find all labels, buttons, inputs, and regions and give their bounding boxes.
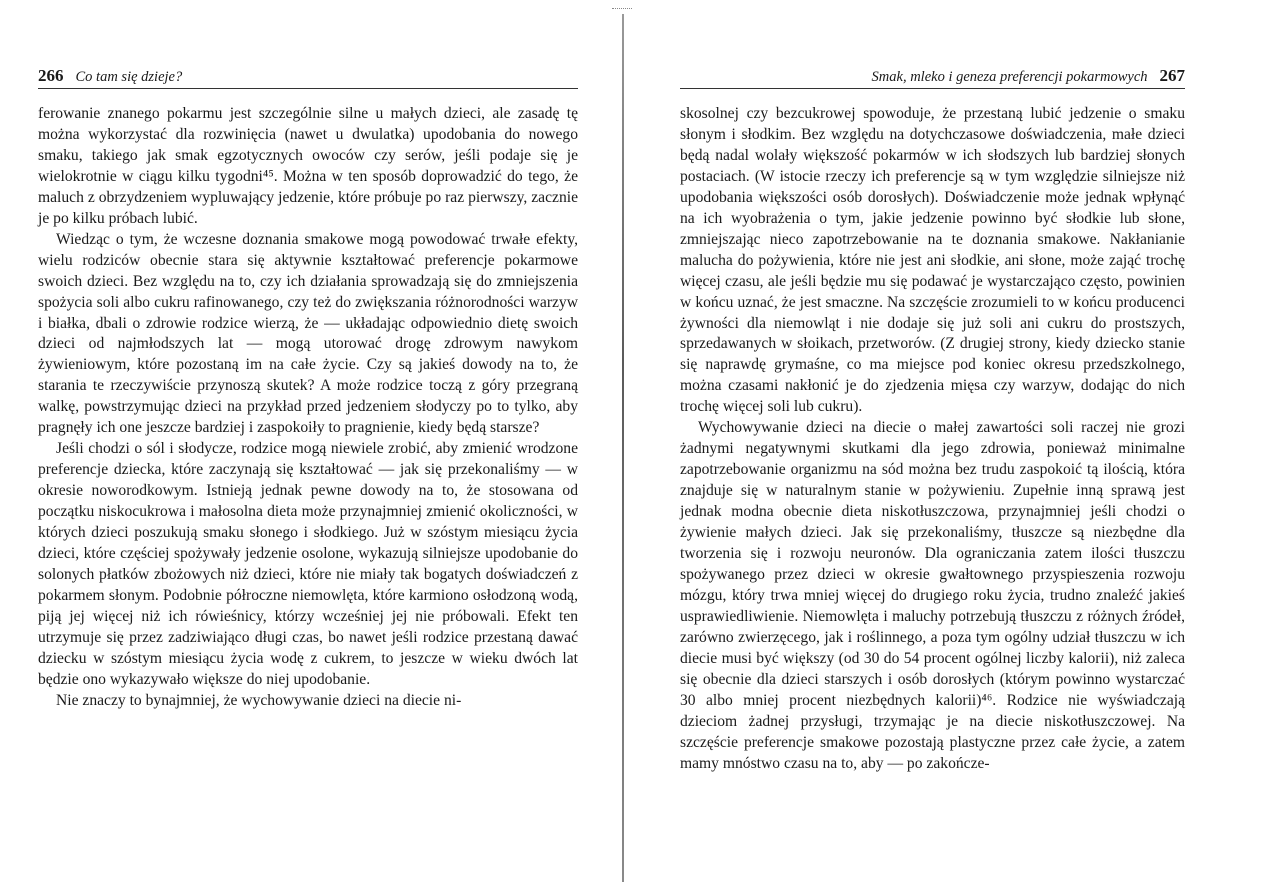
left-page-body: [38, 104, 578, 712]
paragraph: skosolnej czy bezcukrowej spowoduje, że przestaną lubić jedzenie o smaku słonym i słodkim. Bez względu na dotychczasowe doświadczenia, małe dzieci będą nadal wolały większość pokarmów w ich słodszych lub bardziej słonych postaciach. (W istocie rzeczy ich preferencje są w tym względzie silniejsze niż upodobania większości osób dorosłych). Doświadczenie może jednak wpłynąć na ich wyobrażenia o tym, jakie jedzenie powinno być słodkie lub słone, zmniejszając nieco zapotrzebowanie na te doznania smakowe. Nakłanianie malucha do pożywienia, które nie jest ani słodkie, ani słone, może zająć trochę więcej czasu, ale jeśli będzie mu się podawać je wystarczająco często, powinien w końcu uznać, że jest smaczne. Na szczęście zrozumieli to w końcu producenci żywności dla niemowląt i nie dodaje się już soli ani cukru do prostszych, sprzedawanych w słoikach, przetworów. (Z drugiej strony, kiedy dziecko stanie się naprawdę grymaśne, co ma miejsce pod koniec okresu przedszkolnego, można czasami nakłonić je do zjedzenia mięsa czy warzyw, dodając do nich trochę więcej soli lub cukru).: [680, 105, 1185, 416]
left-page: [38, 66, 578, 712]
book-spine: [622, 14, 624, 882]
right-page-number: 267: [1159, 66, 1185, 85]
left-page-header: [38, 66, 578, 89]
paragraph: Wychowywanie dzieci na diecie o małej zawartości soli raczej nie grozi żadnymi negatywnymi skutkami dla jego zdrowia, ponieważ minimalne zapotrzebowanie organizmu na sód można bez trudu zaspokoić tą ilością, która znajduje się w naturalnym stanie w pożywieniu. Zupełnie inną sprawą jest jednak modna obecnie dieta niskotłuszczowa, przynajmniej jeśli chodzi o żywienie małych dzieci. Jak się przekonaliśmy, tłuszcze są niezbędne dla tworzenia się i rozwoju neuronów. Dla ograniczania zatem ilości tłuszczu spożywanego przez dzieci w okresie gwałtownego przyspieszenia rozwoju mózgu, który trwa mniej więcej do drugiego roku życia, trudno znaleźć jakieś usprawiedliwienie. Niemowlęta i maluchy potrzebują tłuszczu z różnych źródeł, zarówno zwierzęcego, jak i roślinnego, a poza tym ogólny udział tłuszczu w ich diecie musi być większy (od 30 do 54 procent ogólnej liczby kalorii), niż zaleca się obecnie dla dzieci starszych i osób dorosłych (którym powinno wystarczać 30 albo mniej procent niezbędnych kalorii)⁴⁶. Rodzice nie wyświadczają dzieciom żadnej przysługi, trzymając je na diecie niskotłuszczowej. Na szczęście preferencje smakowe pozostają plastyczne przez całe życie, a zatem mamy mnóstwo czasu na to, aby — po zakończe-: [680, 419, 1185, 772]
paragraph: Jeśli chodzi o sól i słodycze, rodzice mogą niewiele zrobić, aby zmienić wrodzone preferencje dziecka, które zaczynają się kształtować — jak się przekonaliśmy — w okresie noworodkowym. Istnieją jednak pewne dowody na to, że stosowana od początku niskocukrowa i małosolna dieta może przynajmniej zmienić okoliczności, w których dzieci poszukują smaku słonego i słodkiego. Już w szóstym miesiącu życia dzieci, które częściej spożywały jedzenie osolone, wykazują silniejsze upodobanie do solonych płatków zbożowych niż dzieci, które nie miały tak bogatych doświadczeń z pokarmem słonym. Podobnie półroczne niemowlęta, które karmiono osłodzoną wodą, piją jej więcej niż ich rówieśnicy, którzy wcześniej jej nie próbowali. Efekt ten utrzymuje się przez zadziwiająco długi czas, bo nawet jeśli rodzice przestaną dawać dziecku w szóstym miesiącu życia wodę z cukrem, to jeszcze w wieku dwóch lat będzie ono wykazywało większe do niej upodobanie.: [38, 440, 578, 688]
paragraph: ferowanie znanego pokarmu jest szczególnie silne u małych dzieci, ale zasadę tę można wykorzystać dla rozwinięcia (nawet u dwulatka) upodobania do nowego smaku, takiego jak smak egzotycznych owoców czy serów, jeśli podaje się je wielokrotnie w ciągu kilku tygodni⁴⁵. Można w ten sposób doprowadzić do tego, że maluch z obrzydzeniem wypluwający jedzenie, które próbuje po raz pierwszy, zacznie je po kilku próbach lubić.: [38, 105, 578, 227]
left-page-number: 266: [38, 66, 64, 85]
left-running-title: Co tam się dzieje?: [75, 69, 183, 85]
right-page-header: [680, 66, 1185, 89]
right-running-title: Smak, mleko i geneza preferencji pokarmowych: [871, 69, 1148, 85]
paragraph: Nie znaczy to bynajmniej, że wychowywanie dzieci na diecie ni-: [56, 691, 462, 709]
right-page: [680, 66, 1185, 775]
right-page-body: [680, 104, 1185, 775]
paragraph: Wiedząc o tym, że wczesne doznania smakowe mogą powodować trwałe efekty, wielu rodziców obecnie stara się aktywnie kształtować preferencje pokarmowe swoich dzieci. Bez względu na to, czy ich działania sprowadzają się do zmniejszenia spożycia soli albo cukru rafinowanego, czy też do zwiększania różnorodności warzyw i białka, dbali o zdrowie rodzice wierzą, że — układając odpowiednio dietę swoich dzieci od najmłodszych lat — mogą utorować drogę zdrowym nawykom żywieniowym, które pozostaną im na całe życie. Czy są jakieś dowody na to, że starania te rzeczywiście przynoszą skutek? A może rodzice toczą z góry przegraną walkę, powstrzymując dzieci na przykład przed jedzeniem słodyczy po to tylko, aby pragnęły ich one jeszcze bardziej i zaspokoiły to pragnienie, kiedy będą starsze?: [38, 230, 578, 437]
